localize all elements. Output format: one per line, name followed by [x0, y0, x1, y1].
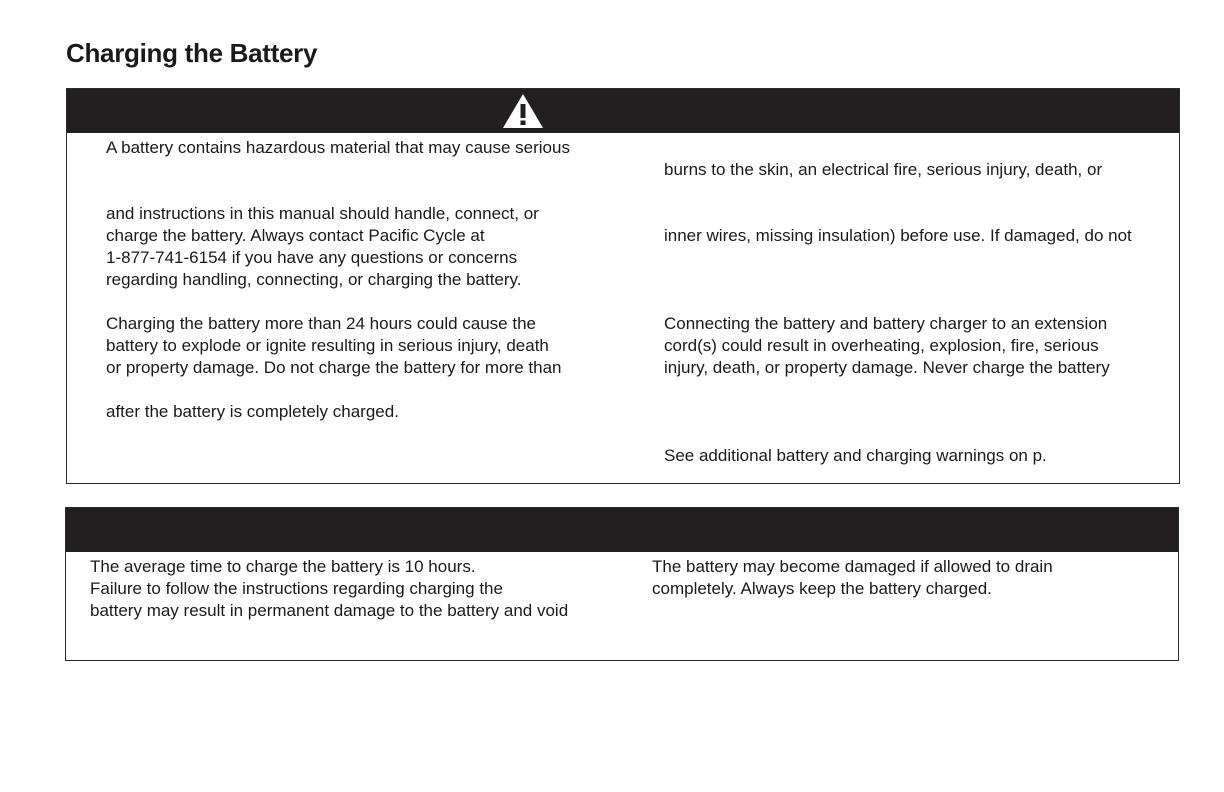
warning-left-line: Charging the battery more than 24 hours could cause the	[106, 314, 536, 333]
warning-right-line: injury, death, or property damage. Never charge the battery	[664, 358, 1110, 377]
warning-left-line: 1-877-741-6154 if you have any questions or concerns	[106, 248, 518, 267]
notice-header	[66, 508, 1178, 552]
warning-left-line: after the battery is completely charged.	[106, 402, 399, 421]
warning-left-line: A battery contains hazardous material that may cause serious	[106, 138, 570, 157]
warning-right-line: burns to the skin, an electrical fire, serious injury, death, or	[664, 160, 1103, 179]
warning-box	[66, 88, 1180, 484]
notice-right-line: completely. Always keep the battery charged.	[652, 579, 992, 598]
notice-right-line: The battery may become damaged if allowed to drain	[652, 557, 1053, 576]
warning-left-line: and instructions in this manual should handle, connect, or	[106, 204, 539, 223]
warning-right-line: Connecting the battery and battery charger to an extension	[664, 314, 1108, 333]
notice-left-line: battery may result in permanent damage to the battery and void	[90, 601, 569, 620]
notice-box	[65, 507, 1179, 661]
warning-right-line: inner wires, missing insulation) before use. If damaged, do not	[664, 226, 1132, 245]
warning-left-line: battery to explode or ignite resulting in serious injury, death	[106, 336, 549, 355]
warning-header	[67, 89, 1179, 133]
warning-left-line: regarding handling, connecting, or charging the battery.	[106, 270, 522, 289]
warning-triangle-icon	[501, 92, 545, 130]
page-title: Charging the Battery	[66, 38, 318, 68]
notice-left-line: Failure to follow the instructions regarding charging the	[90, 579, 503, 598]
warning-right-line: See additional battery and charging warnings on p.	[664, 446, 1047, 465]
notice-left-line: The average time to charge the battery is 10 hours.	[90, 557, 476, 576]
warning-left-line: or property damage. Do not charge the battery for more than	[106, 358, 562, 377]
warning-left-line: charge the battery. Always contact Pacific Cycle at	[106, 226, 485, 245]
warning-right-line: cord(s) could result in overheating, explosion, fire, serious	[664, 336, 1099, 355]
